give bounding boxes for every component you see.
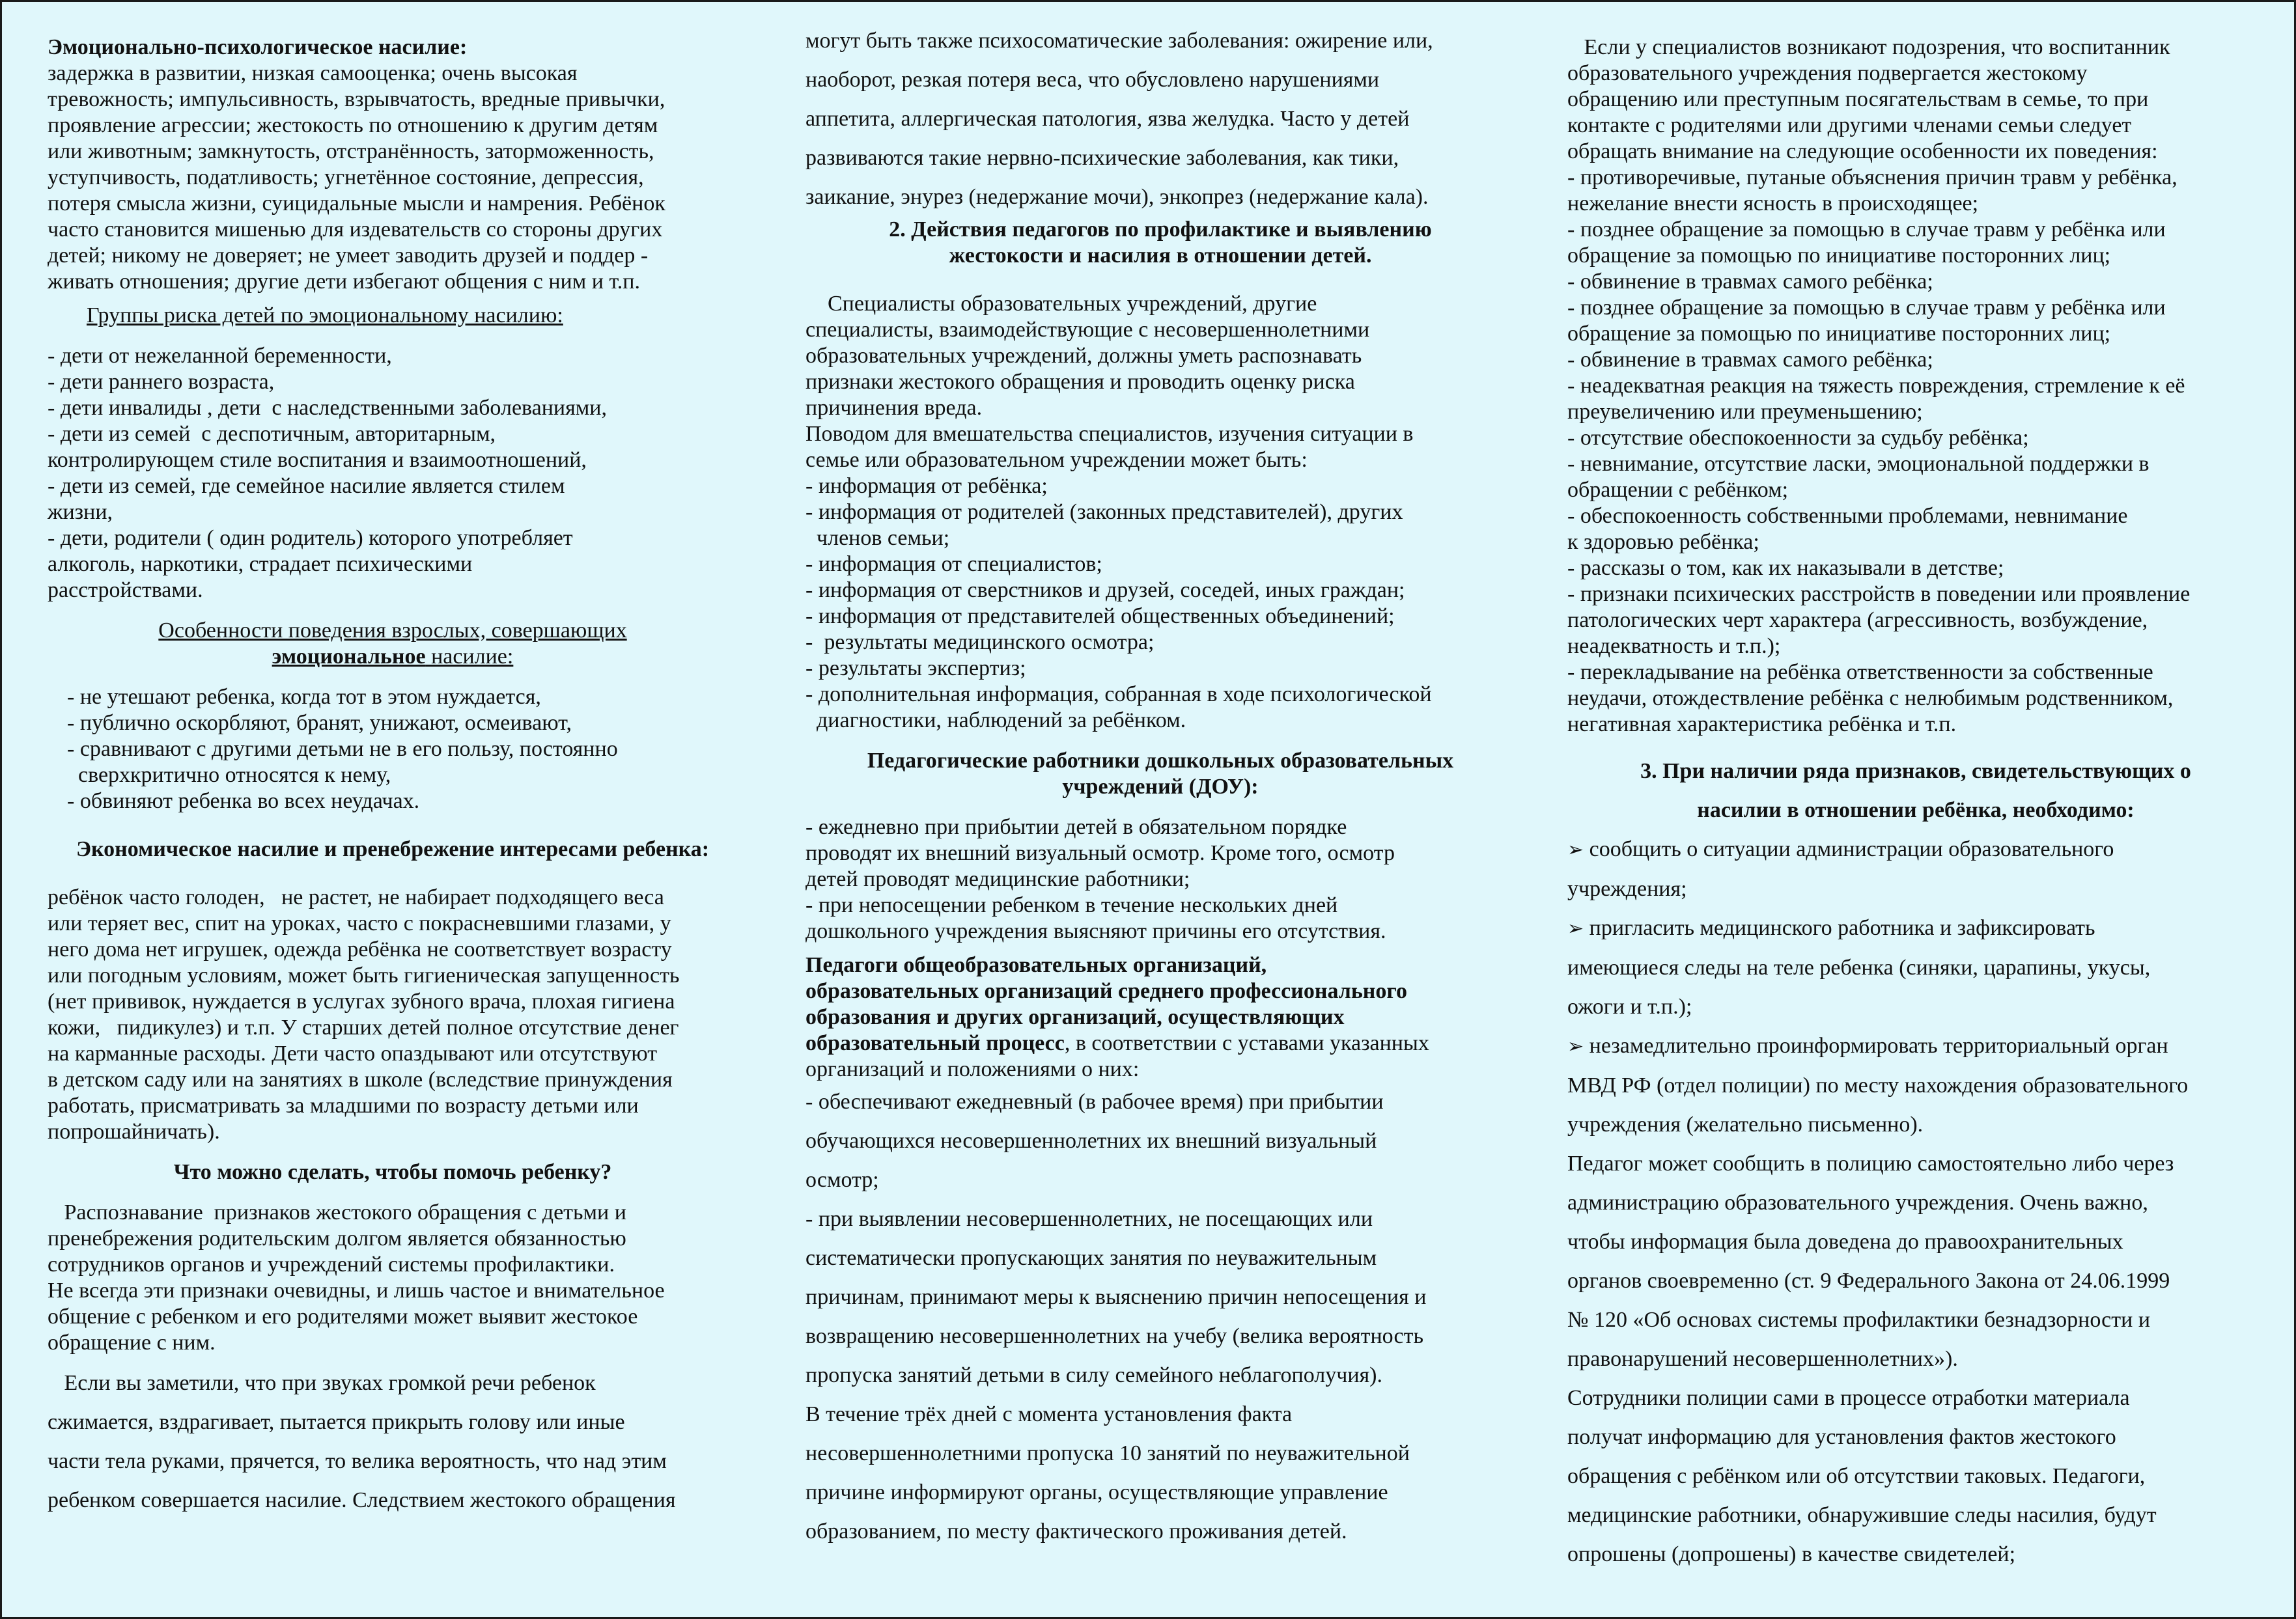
text-line: - дети раннего возраста, (48, 370, 275, 394)
text-line: возвращению несовершеннолетних на учебу (велика вероятность (805, 1324, 1423, 1348)
text-line: Поводом для вмешательства специалистов, изучения ситуации в (805, 422, 1414, 446)
section3-heading-line2: насилии в отношении ребёнка, необходимо: (1697, 798, 2135, 822)
text-line: - признаки психических расстройств в поведении или проявление (1567, 582, 2191, 606)
text-line: Не всегда эти признаки очевидны, и лишь частое и внимательное (48, 1279, 665, 1303)
text-line: ребенком совершается насилие. Следствием жестокого обращения (48, 1488, 676, 1512)
text-line: диагностики, наблюдений за ребёнком. (805, 708, 1186, 732)
text-line: наоборот, резкая потеря веса, что обусловлено нарушениями (805, 68, 1380, 92)
text-line: - информация от сверстников и друзей, соседей, иных граждан; (805, 578, 1405, 602)
text-line: получат информацию для установления фактов жестокого (1567, 1425, 2116, 1449)
action-line: МВД РФ (отдел полиции) по месту нахождения образовательного (1567, 1073, 2189, 1098)
text-line: задержка в развитии, низкая самооценка; очень высокая (48, 61, 578, 85)
section3-heading: 3. При наличии ряда признаков, свидетельствующих о (1640, 759, 2191, 783)
adults-heading-rest: насилие: (425, 644, 514, 669)
action-text: сообщить о ситуации администрации образовательного (1584, 837, 2114, 861)
text-line: - обвиняют ребенка во всех неудачах. (67, 789, 420, 813)
text-line: систематически пропускающих занятия по неуважительным (805, 1246, 1377, 1270)
adults-behavior-list (48, 684, 738, 814)
text-line: - обвинение в травмах самого ребёнка; (1567, 348, 1933, 372)
text-line: опрошены (допрошены) в качестве свидетелей; (1567, 1542, 2016, 1566)
text-line: членов семьи; (805, 526, 950, 550)
text-line: - информация от ребёнка; (805, 474, 1048, 498)
text-line: (нет прививок, нуждается в услугах зубного врача, плохая гигиена (48, 989, 675, 1014)
action-line: имеющиеся следы на теле ребенка (синяки, царапины, укусы, (1567, 956, 2151, 980)
action-item (1567, 830, 2264, 909)
text-line: обращать внимание на следующие особенности их поведения: (1567, 139, 2158, 163)
required-actions (1567, 830, 2264, 1144)
text-line: медицинские работники, обнаружившие следы насилия, будут (1567, 1503, 2157, 1527)
text-line: - информация от родителей (законных представителей), других (805, 500, 1403, 524)
text-line: потеря смысла жизни, суицидальные мысли и намрения. Ребёнок (48, 191, 665, 215)
text-line: расстройствами. (48, 578, 203, 602)
text-line: образовательных организаций среднего профессионального (805, 979, 1407, 1003)
text-line: кожи, пидикулез) и т.п. У старших детей полное отсутствие денег (48, 1016, 679, 1040)
dou-heading-line2: учреждений (ДОУ): (1062, 775, 1259, 799)
text-line: - неадекватная реакция на тяжесть повреждения, стремление к её (1567, 374, 2185, 398)
text-line: - обеспокоенность собственными проблемами, невнимание (1567, 504, 2128, 528)
text-line: обращение с ним. (48, 1331, 216, 1355)
text-line: - при выявлении несовершеннолетних, не посещающих или (805, 1207, 1373, 1231)
text-line: Сотрудники полиции сами в процессе отработки материала (1567, 1386, 2130, 1410)
section2-heading-line2: жестокости и насилия в отношении детей. (949, 243, 1372, 268)
text-line: администрацию образовательного учреждения. Очень важно, (1567, 1191, 2148, 1215)
action-first-line (1567, 1027, 2264, 1066)
text-line: - публично оскорбляют, бранят, унижают, осмеивают, (67, 711, 572, 735)
text-line: Если у специалистов возникают подозрения, что воспитанник (1567, 35, 2170, 59)
text-line: негативная характеристика ребёнка и т.п. (1567, 712, 1957, 736)
text-line: - при непосещении ребенком в течение нескольких дней (805, 893, 1338, 917)
text-line: детей; никому не доверяет; не умеет заводить друзей и поддер - (48, 243, 649, 268)
text-line: образовательных учреждений, должны уметь распознавать (805, 344, 1362, 368)
text-line: заикание, энурез (недержание мочи), энкопрез (недержание кала). (805, 185, 1429, 209)
loud-voice-text (48, 1364, 738, 1520)
psychosomatic-text (805, 21, 1515, 217)
help-heading: Что можно сделать, чтобы помочь ребенку? (173, 1160, 612, 1184)
text-line: пропуска занятий детьми в силу семейного неблагополучия). (805, 1363, 1383, 1387)
text-line: проявление агрессии; жестокость по отношению к другим детям (48, 113, 658, 137)
text-line: проводят их внешний визуальный осмотр. Кроме того, осмотр (805, 841, 1395, 865)
text-line: - результаты экспертиз; (805, 656, 1026, 680)
text-line: Педагоги общеобразовательных организаций, (805, 953, 1267, 977)
text-line: патологических черт характера (агрессивность, возбуждение, (1567, 608, 2148, 632)
arrow-bullet-icon: ➢ (1567, 838, 1584, 861)
text-line: - противоречивые, путаные объяснения причин травм у ребёнка, (1567, 165, 2177, 189)
economic-abuse-heading: Экономическое насилие и пренебрежение интересами ребенка: (76, 837, 710, 861)
text-line: органов своевременно (ст. 9 Федерального Закона от 24.06.1999 (1567, 1269, 2170, 1293)
text-line: сотрудников органов и учреждений системы профилактики. (48, 1252, 615, 1277)
text-line: - перекладывание на ребёнка ответственности за собственные (1567, 660, 2153, 684)
text-line: тревожность; импульсивность, взрывчатость, вредные привычки, (48, 87, 665, 111)
emotional-abuse-heading: Эмоционально-психологическое насилие: (48, 35, 468, 59)
police-text (1567, 1144, 2264, 1574)
dou-heading: Педагогические работники дошкольных образовательных (867, 749, 1454, 773)
text-line: детей проводят медицинские работники; (805, 867, 1190, 891)
text-line: Если вы заметили, что при звуках громкой речи ребенок (48, 1371, 596, 1395)
text-line: осмотр; (805, 1168, 879, 1192)
text-line: дошкольного учреждения выясняют причины его отсутствия. (805, 919, 1386, 943)
text-line: обращении с ребёнком; (1567, 478, 1789, 502)
text-line: на карманные расходы. Дети часто опаздывают или отсутствуют (48, 1042, 658, 1066)
text-line: причине информируют органы, осуществляющие управление (805, 1480, 1388, 1504)
column-middle (805, 21, 1515, 1604)
text-line: преувеличению или преуменьшению; (1567, 400, 1923, 424)
text-line: - позднее обращение за помощью в случае травм у ребёнка или (1567, 217, 2166, 242)
text-line: к здоровью ребёнка; (1567, 530, 1759, 554)
text-line: живать отношения; другие дети избегают общения с ним и т.п. (48, 270, 640, 294)
suspicion-text (1567, 35, 2264, 738)
text-line: неудачи, отождествление ребёнка с нелюбимым родственником, (1567, 686, 2174, 710)
text-line: - дети из семей с деспотичным, авторитарным, (48, 422, 496, 446)
help-text (48, 1200, 738, 1356)
adults-heading-bold: эмоциональное (272, 644, 426, 669)
text-line: в детском саду или на занятиях в школе (вследствие принуждения (48, 1068, 673, 1092)
text-line: Специалисты образовательных учреждений, другие (805, 292, 1317, 316)
text-line: - рассказы о том, как их наказывали в детстве; (1567, 556, 2004, 580)
text-line: нежелание внести ясность в происходящее; (1567, 191, 1979, 215)
text-line: - не утешают ребенка, когда тот в этом нуждается, (67, 685, 541, 709)
text-line: несовершеннолетними пропуска 10 занятий по неуважительной (805, 1441, 1410, 1465)
text-line: алкоголь, наркотики, страдает психическими (48, 552, 473, 576)
text-line: причинам, принимают меры к выяснению причин непосещения и (805, 1285, 1427, 1309)
teachers-heading (805, 952, 1515, 1031)
text-line: обращению или преступным посягательствам в семье, то при (1567, 87, 2149, 111)
text-line: попрошайничать). (48, 1120, 220, 1144)
column-left (48, 35, 738, 1604)
text-line: - дополнительная информация, собранная в ходе психологической (805, 682, 1432, 706)
text-line: сжимается, вздрагивает, пытается прикрыть голову или иные (48, 1410, 625, 1434)
text-line: или погодным условиям, может быть гигиеническая запущенность (48, 963, 680, 988)
text-line: семье или образовательном учреждении может быть: (805, 448, 1308, 472)
adults-behavior-heading: Особенности поведения взрослых, совершающих (158, 618, 627, 643)
action-line: ожоги и т.п.); (1567, 995, 1692, 1019)
text-line: - обеспечивают ежедневный (в рабочее время) при прибытии (805, 1090, 1384, 1114)
text-line: образованием, по месту фактического проживания детей. (805, 1519, 1347, 1543)
text-line: уступчивость, податливость; угнетённое состояние, депрессия, (48, 165, 644, 189)
text-line: или животным; замкнутость, отстранённость, заторможенность, (48, 139, 654, 163)
adults-behavior-heading-line2 (48, 644, 738, 670)
text-line: него дома нет игрушек, одежда ребёнка не соответствует возрасту (48, 937, 672, 962)
teachers-after: , в соответствии с уставами указанных (1064, 1031, 1429, 1055)
teachers-duties (805, 1083, 1515, 1551)
text-line: - отсутствие обеспокоенности за судьбу ребёнка; (1567, 426, 2029, 450)
text-line: часто становится мишенью для издевательств со стороны других (48, 217, 663, 242)
text-line: неадекватность и т.п.); (1567, 634, 1781, 658)
text-line: контакте с родителями или другими членами семьи следует (1567, 113, 2132, 137)
text-line: - дети из семей, где семейное насилие является стилем (48, 474, 565, 498)
text-line: - результаты медицинского осмотра; (805, 630, 1155, 654)
text-line: - дети инвалиды , дети с наследственными заболеваниями, (48, 396, 607, 420)
risk-groups-heading: Группы риска детей по эмоциональному насилию: (87, 303, 563, 327)
action-text: пригласить медицинского работника и зафиксировать (1584, 916, 2095, 940)
text-line: образования и других организаций, осуществляющих (805, 1005, 1345, 1029)
action-text: незамедлительно проинформировать территориальный орган (1584, 1034, 2168, 1058)
text-line: или теряет вес, спит на уроках, часто с покрасневшими глазами, у (48, 911, 671, 935)
text-line: общение с ребенком и его родителями может выявит жестокое (48, 1305, 638, 1329)
text-line: - невнимание, отсутствие ласки, эмоциональной поддержки в (1567, 452, 2149, 476)
action-item (1567, 909, 2264, 1027)
text-line: - сравнивают с другими детьми не в его пользу, постоянно (67, 737, 618, 761)
text-line: В течение трёх дней с момента установления факта (805, 1402, 1293, 1426)
dou-text (805, 814, 1515, 945)
arrow-bullet-icon: ➢ (1567, 917, 1584, 940)
text-line: - позднее обращение за помощью в случае травм у ребёнка или (1567, 296, 2166, 320)
text-line: признаки жестокого обращения и проводить оценку риска (805, 370, 1355, 394)
text-line: сверхкритично относятся к нему, (67, 763, 391, 787)
specialists-text (805, 291, 1515, 734)
text-line: специалисты, взаимодействующие с несовершеннолетними (805, 318, 1370, 342)
text-line: правонарушений несовершеннолетних»). (1567, 1347, 1958, 1371)
action-first-line (1567, 909, 2264, 948)
text-line: образовательного учреждения подвергается жестокому (1567, 61, 2088, 85)
text-line: обращение за помощью по инициативе посторонних лиц; (1567, 322, 2111, 346)
text-line: пренебрежения родительским долгом является обязанностью (48, 1226, 626, 1251)
text-line: обращения с ребёнком или об отсутствии таковых. Педагоги, (1567, 1464, 2146, 1488)
text-line: развиваются такие нервно-психические заболевания, как тики, (805, 146, 1399, 170)
text-line: - дети от нежеланной беременности, (48, 344, 392, 368)
text-line: контролирующем стиле воспитания и взаимоотношений, (48, 448, 587, 472)
text-line: - дети, родители ( один родитель) которого употребляет (48, 526, 573, 550)
text-line: Педагог может сообщить в полицию самостоятельно либо через (1567, 1152, 2174, 1176)
emotional-abuse-text (48, 61, 738, 295)
text-line: - обвинение в травмах самого ребёнка; (1567, 270, 1933, 294)
action-line: учреждения (желательно письменно). (1567, 1113, 1924, 1137)
action-line: учреждения; (1567, 877, 1687, 901)
text-line: причинения вреда. (805, 396, 983, 420)
text-line: - ежедневно при прибытии детей в обязательном порядке (805, 815, 1347, 839)
text-line: работать, присматривать за младшими по возрасту детьми или (48, 1094, 639, 1118)
economic-abuse-text (48, 885, 738, 1145)
action-item (1567, 1027, 2264, 1144)
text-line: жизни, (48, 500, 113, 524)
text-line: могут быть также психосоматические заболевания: ожирение или, (805, 29, 1433, 53)
text-line: чтобы информация была доведена до правоохранительных (1567, 1230, 2123, 1254)
action-first-line (1567, 830, 2264, 870)
text-line: ребёнок часто голоден, не растет, не набирает подходящего веса (48, 885, 664, 909)
text-line: части тела руками, прячется, то велика вероятность, что над этим (48, 1449, 667, 1473)
text-line: - информация от специалистов; (805, 552, 1102, 576)
teachers-heading-last (805, 1031, 1515, 1057)
column-right (1567, 35, 2264, 1604)
text-line: обращение за помощью по инициативе посторонних лиц; (1567, 243, 2111, 268)
risk-groups-list (48, 343, 738, 603)
teachers-bold-last: образовательный процесс (805, 1031, 1065, 1055)
teachers-intro (805, 1057, 1515, 1083)
arrow-bullet-icon: ➢ (1567, 1035, 1584, 1058)
text-line: № 120 «Об основах системы профилактики безнадзорности и (1567, 1308, 2151, 1332)
section2-heading: 2. Действия педагогов по профилактике и выявлению (889, 217, 1432, 242)
text-line: организаций и положениями о них: (805, 1057, 1140, 1081)
text-line: - информация от представителей общественных объединений; (805, 604, 1395, 628)
text-line: Распознавание признаков жестокого обращения с детьми и (48, 1200, 626, 1225)
text-line: обучающихся несовершеннолетних их внешний визуальный (805, 1129, 1377, 1153)
text-line: аппетита, аллергическая патология, язва желудка. Часто у детей (805, 107, 1410, 131)
